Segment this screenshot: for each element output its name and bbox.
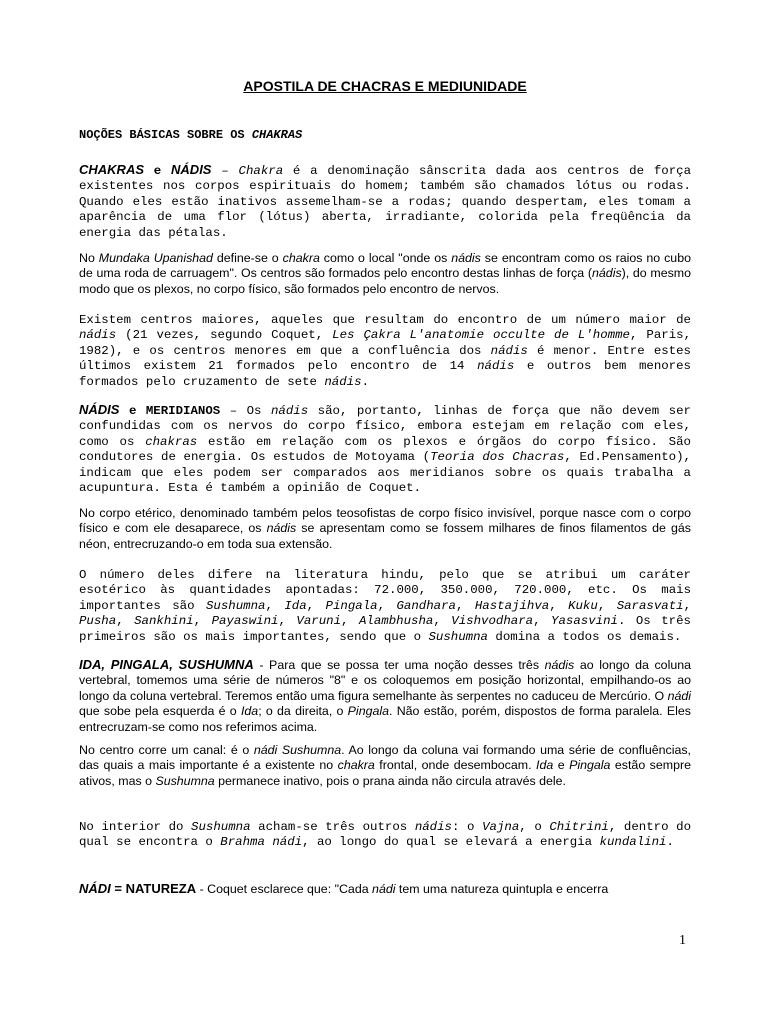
paragraph-chakras-nadis: CHAKRAS e NÁDIS – Chakra é a denominação sânscrita dada aos centros de força existentes nos corpos espirituais do homem; também são chamados lótus ou rodas. Quando eles estão inativos assemelham-se a rodas; quando despertam, eles tomam a aparência de uma flor (lótus) aberta, irradiante, colorida pela freqüência da energia das pétalas. <box>79 162 692 240</box>
paragraph-mundaka: No Mundaka Upanishad define-se o chakra como o local "onde os nádis se encontram como os raios no cubo de uma roda de carruagem". Os centros são formados pelo encontro destas linhas de força (nádis), do mesmo modo que os plexos, no corpo físico, são formados pelo encontro de nervos. <box>79 251 691 296</box>
paragraph-nadi-natureza: NÁDI = NATUREZA - Coquet esclarece que: "Cada nádi tem uma natureza quintupla e encerra <box>79 881 609 896</box>
paragraph-nadis-meridianos: NÁDIS e MERIDIANOS – Os nádis são, portanto, linhas de força que não devem ser confundidas com os nervos do corpo físico, embora estejam em relação com eles, como os chakras estão em relação com os plexos e órgãos do corpo físico. São condutores de energia. Os estudos de Motoyama (Teoria dos Chacras, Ed.Pensamento), indicam que eles podem ser comparados aos meridianos sobre os quais trabalha a acupuntura. Esta é também a opinião de Coquet. <box>79 402 691 496</box>
page-number: 1 <box>679 933 686 948</box>
section-subheading: NOÇÕES BÁSICAS SOBRE OS CHAKRAS <box>79 128 303 142</box>
paragraph-ida-pingala: IDA, PINGALA, SUSHUMNA - Para que se possa ter uma noção desses três nádis ao longo da coluna vertebral, tomemos uma série de números "8" e os coloquemos em posição horizontal, empilhando-os ao longo da coluna vertebral. Teremos então uma figura semelhante às serpentes no caduceu de Mercúrio. O nádi que sobe pela esquerda é o Ida; o da direita, o Pingala. Não estão, porém, dispostos de forma paralela. Eles entrecruzam-se como nos referimos acima. <box>79 657 691 734</box>
paragraph-corpo-eterico: No corpo etérico, denominado também pelos teosofistas de corpo físico invisível, porque nasce com o corpo físico e com ele desaparece, os nádis se apresentam como se fossem milhares de finos filamentos de gás néon, entrecruzando-o em toda sua extensão. <box>79 506 691 551</box>
paragraph-centros-maiores: Existem centros maiores, aqueles que resultam do encontro de um número maior de nádis (21 vezes, segundo Coquet, Les Çakra L'anatomie occulte de L'homme, Paris, 1982), e os centros menores em que a confluência dos nádis é menor. Entre estes últimos existem 21 formados pelo encontro de 14 nádis e outros bem menores formados pelo cruzamento de sete nádis. <box>79 313 692 389</box>
paragraph-centro-canal: No centro corre um canal: é o nádi Sushumna. Ao longo da coluna vai formando uma série de confluências, das quais a mais importante é a existente no chakra frontal, onde desembocam. Ida e Pingala estão sempre ativos, mas o Sushumna permanece inativo, pois o prana ainda não circula através dele. <box>79 743 691 788</box>
paragraph-interior-sushumna: No interior do Sushumna acham-se três outros nádis: o Vajna, o Chitrini, dentro do qual se encontra o Brahma nádi, ao longo do qual se elevará a energia kundalini. <box>79 820 692 850</box>
paragraph-numero: O número deles difere na literatura hindu, pelo que se atribui um caráter esotérico às quantidades apontadas: 72.000, 350.000, 720.000, etc. Os mais importantes são Sushumna, Ida, Pingala, Gandhara, Hastajihva, Kuku, Sarasvati, Pusha, Sankhini, Payaswini, Varuni, Alambhusha, Vishvodhara, Yasasvini. Os três primeiros são os mais importantes, sendo que o Sushumna domina a todos os demais. <box>79 568 692 644</box>
document-title: APOSTILA DE CHACRAS E MEDIUNIDADE <box>243 78 527 94</box>
